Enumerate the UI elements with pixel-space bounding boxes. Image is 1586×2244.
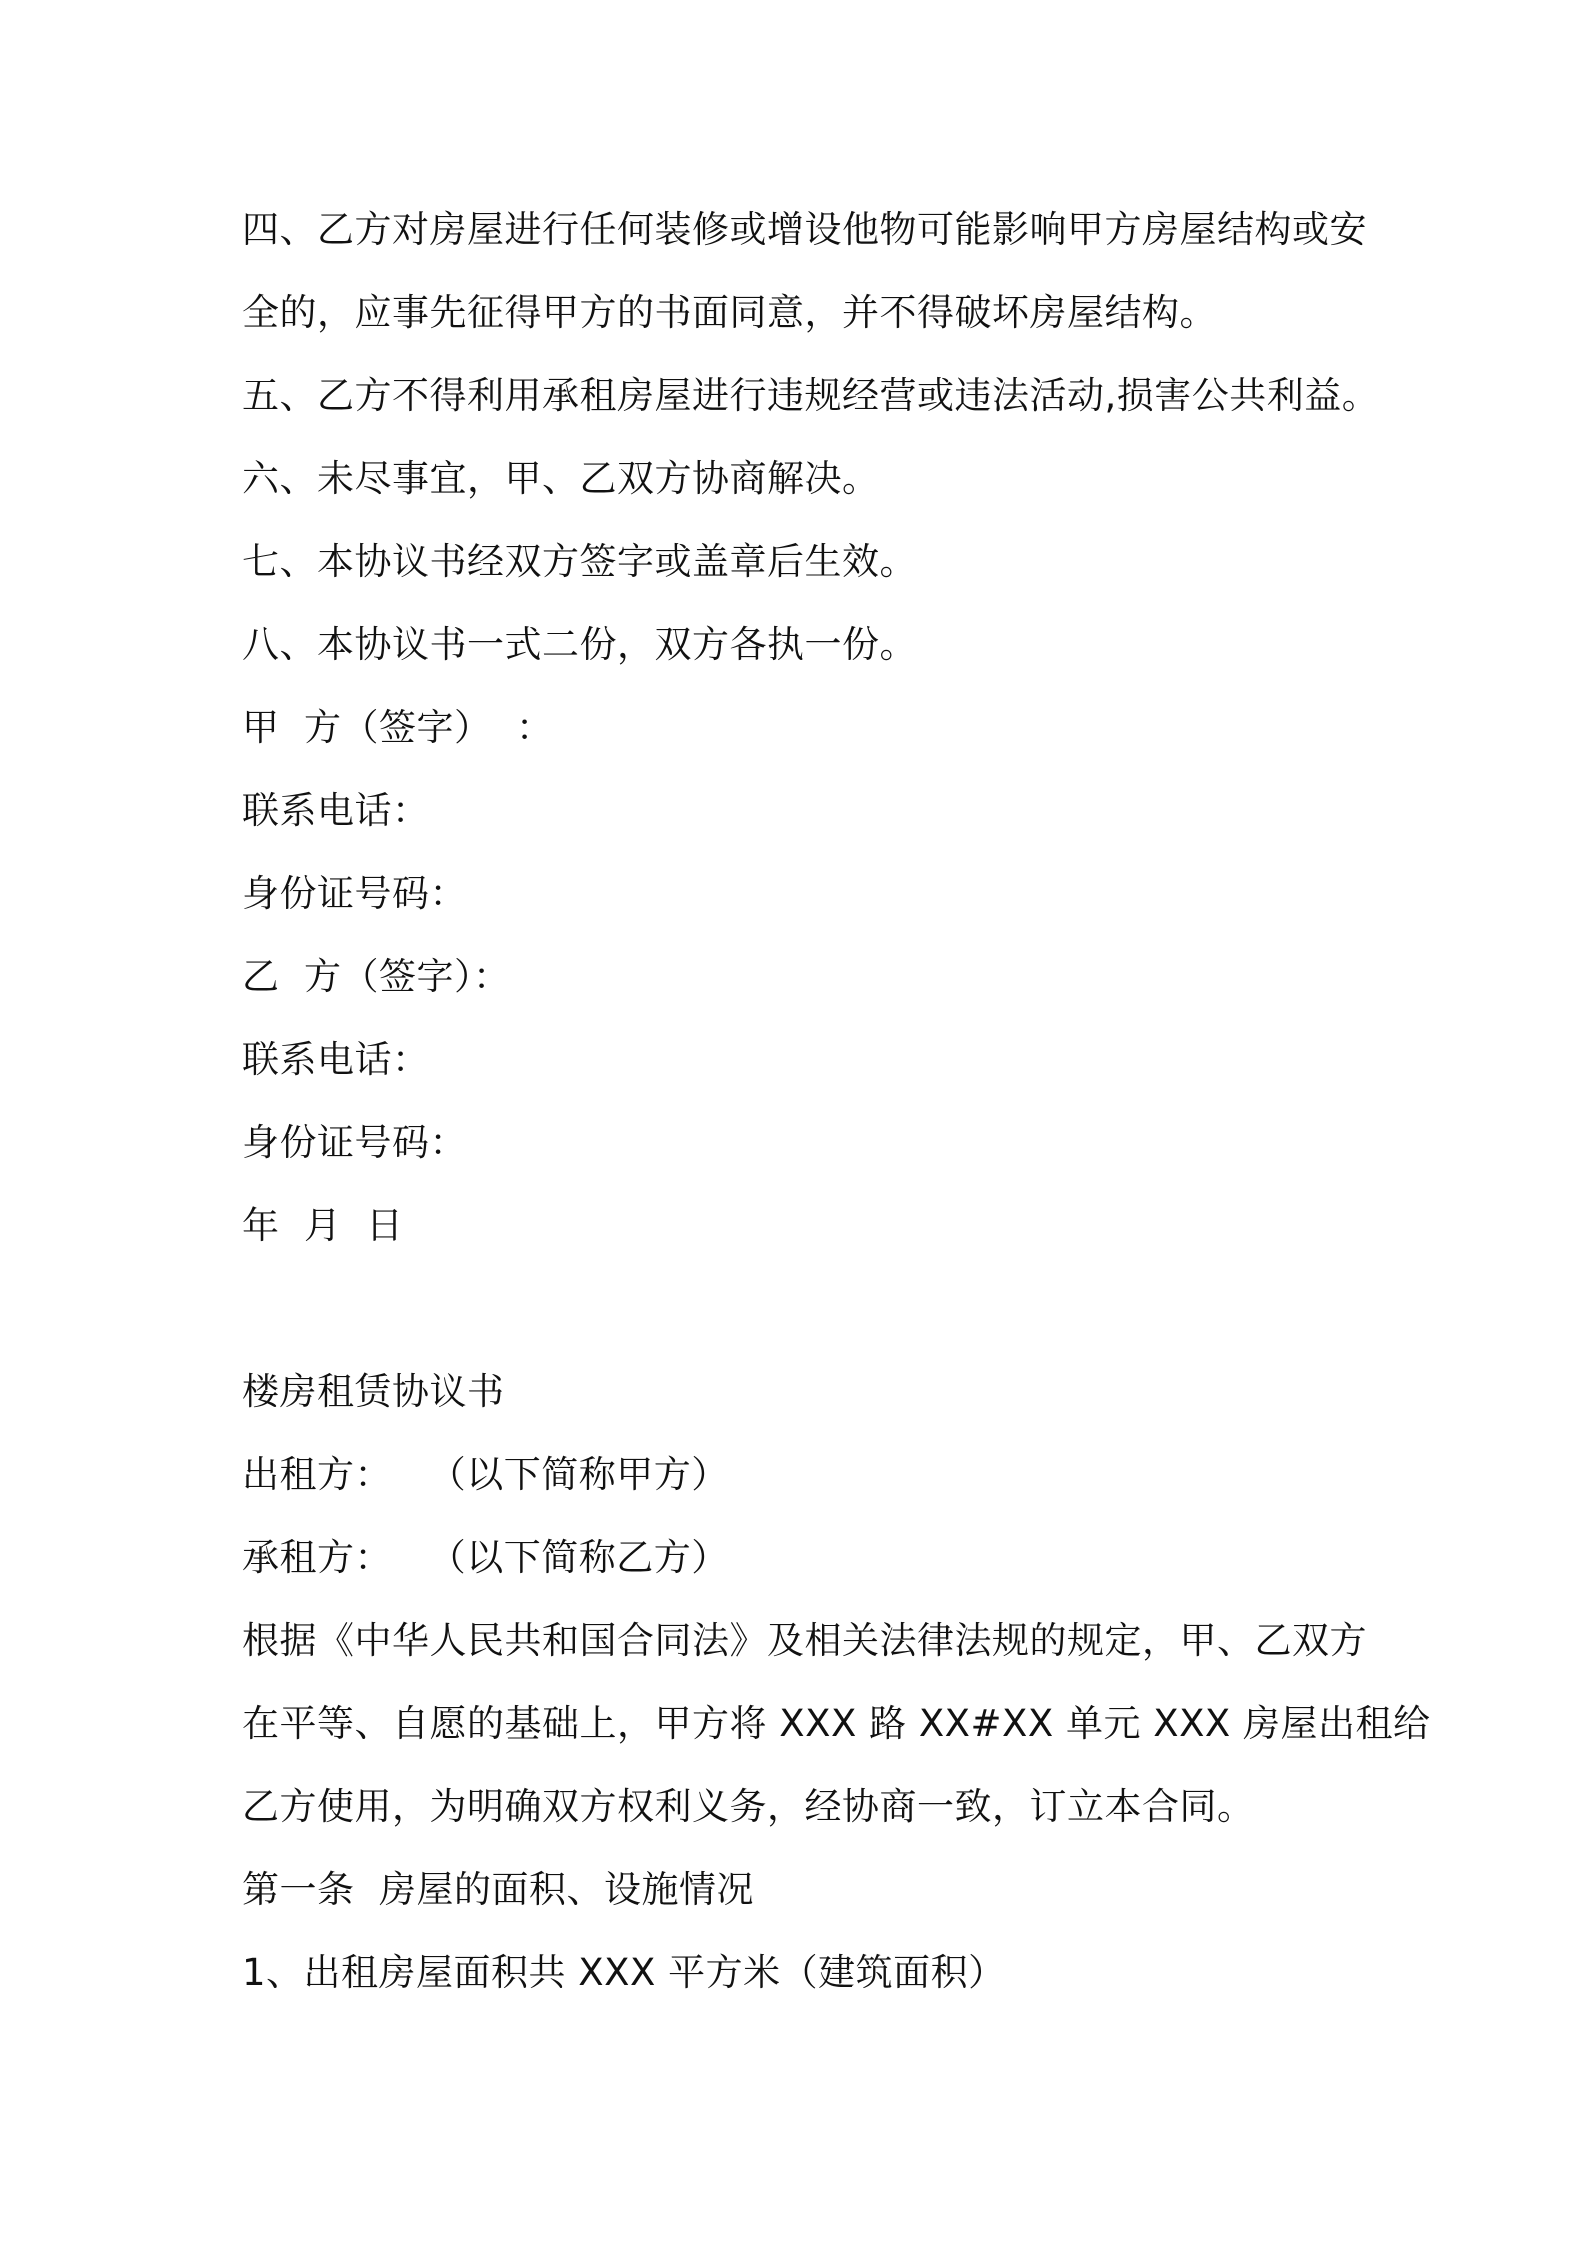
clause-4-line-1: 四、乙方对房屋进行任何装修或增设他物可能影响甲方房屋结构或安 <box>242 208 1367 251</box>
party-b-id-number: 身份证号码： <box>242 1121 467 1164</box>
preamble-line-3: 乙方使用，为明确双方权利义务，经协商一致，订立本合同。 <box>242 1785 1255 1828</box>
party-a-phone: 联系电话： <box>242 789 430 832</box>
section-gap <box>242 1279 1362 1362</box>
article-1-title: 第一条 房屋的面积、设施情况 <box>242 1868 755 1911</box>
preamble-line-1: 根据《中华人民共和国合同法》及相关法律法规的规定，甲、乙双方 <box>242 1619 1367 1662</box>
signing-date: 年 月 日 <box>242 1204 404 1247</box>
party-a-signature: 甲 方（签字） ： <box>242 706 554 749</box>
lessee-line: 承租方： （以下简称乙方） <box>242 1536 729 1579</box>
article-1-item-1: 1、出租房屋面积共 XXX 平方米（建筑面积） <box>242 1951 1006 1994</box>
party-b-signature: 乙 方（签字）： <box>242 955 511 998</box>
clause-8: 八、本协议书一式二份，双方各执一份。 <box>242 623 917 666</box>
document-text-column <box>242 200 1431 2026</box>
party-a-id-number: 身份证号码： <box>242 872 467 915</box>
party-b-phone: 联系电话： <box>242 1038 430 1081</box>
contract-title: 楼房租赁协议书 <box>242 1370 505 1413</box>
clause-7: 七、本协议书经双方签字或盖章后生效。 <box>242 540 917 583</box>
lessor-line: 出租方： （以下简称甲方） <box>242 1453 729 1496</box>
clause-5: 五、乙方不得利用承租房屋进行违规经营或违法活动,损害公共利益。 <box>242 374 1380 417</box>
clause-4-line-2: 全的，应事先征得甲方的书面同意，并不得破坏房屋结构。 <box>242 291 1217 334</box>
clause-6: 六、未尽事宜，甲、乙双方协商解决。 <box>242 457 880 500</box>
preamble-line-2: 在平等、自愿的基础上，甲方将 XXX 路 XX#XX 单元 XXX 房屋出租给 <box>242 1702 1431 1745</box>
